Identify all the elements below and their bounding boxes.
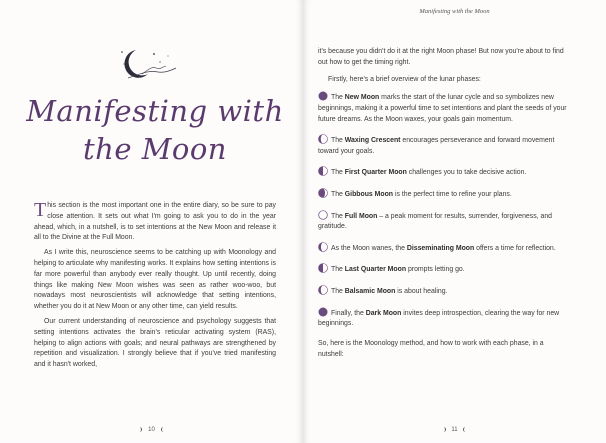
left-body [34,201,276,375]
chapter-title [20,92,290,168]
right-paragraph-3: So, here is the Moonology method, and how to work with each phase, in a nutshell: [318,339,544,358]
phase-description: is the perfect time to refine your plans. [393,190,512,198]
phase-name: Dark Moon [365,309,402,317]
lunar-phase-item [318,285,568,298]
drop-cap: T [34,199,47,221]
phase-intro: The [331,190,345,198]
phase-intro: Finally, the [331,309,366,317]
title-line-1: Manifesting with [26,94,284,128]
phase-name: New Moon [344,94,380,102]
lunar-phase-item [318,134,568,157]
full-moon-icon [318,210,328,220]
lunar-phase-item [318,210,568,233]
waxing-moon-icon [441,427,446,432]
lunar-phases-list [318,91,568,329]
last-quarter-icon [318,263,328,273]
phase-description: offers a time for reflection. [474,244,556,252]
waning-moon-icon [161,427,166,432]
phase-name: Waxing Crescent [344,137,401,145]
lunar-phase-item [318,263,568,276]
phase-name: Full Moon [344,212,378,220]
phase-name: Last Quarter Moon [344,266,407,274]
phase-description: challenges you to take decisive action. [406,169,527,177]
balsamic-moon-icon [318,285,328,295]
phase-name: First Quarter Moon [344,169,407,177]
phase-description: prompts letting go. [406,266,465,274]
waxing-moon-icon [137,427,142,432]
first-quarter-icon [318,166,328,176]
phase-description: marks the start of the lunar cycle and so symbolizes new beginnings, making it a powerful time to set intentions and plant the seeds of your future dreams. As the Moon waxes, your goals gain momentum. [318,94,567,123]
dark-moon-icon [318,307,328,317]
phase-intro: The [331,212,345,220]
left-paragraph-3: Our current understanding of neuroscience and psychology suggests that setting intentions activates the brain's reticular activating system (RAS), helping to align actions with goals; and neural pathways are strengthened by repetition and visualization. I strongly believe that if you've tried manifesting and it hasn't worked, [34,317,276,369]
phase-intro: The [331,287,345,295]
phase-intro: The [331,137,345,145]
lunar-phase-item [318,188,568,201]
gibbous-moon-icon [318,188,328,198]
lunar-phase-item [318,91,568,125]
phase-intro: The [331,169,345,177]
disseminating-moon-icon [318,242,328,252]
waning-moon-icon [463,427,468,432]
lunar-phase-item [318,166,568,179]
phase-intro: As the Moon wanes, the [331,244,407,252]
page-number-left: 10 [0,427,303,433]
phase-name: Gibbous Moon [344,190,394,198]
right-paragraph-2: Firstly, here's a brief overview of the lunar phases: [328,75,481,83]
phase-intro: The [331,94,345,102]
lunar-phase-item [318,242,568,255]
crescent-moon-logo [112,44,182,84]
right-body [318,47,568,366]
right-paragraph-1: it's because you didn't do it at the right Moon phase! But now you're about to find out how to get the timing right. [318,48,564,66]
running-header: Manifesting with the Moon [419,8,490,15]
new-moon-icon [318,91,328,101]
phase-description: – a peak moment for results, surrender, forgiveness, and gratitude. [318,212,552,231]
phase-intro: The [331,266,345,274]
left-paragraph-1: This section is the most important one in the entire diary, so be sure to pay close attention. It sets out what I'm going to ask you to do in the year ahead, which, in a nutshell, is to set intentions at the New Moon and release it all to the Divine at the Full Moon. [34,199,276,242]
phase-description: is about healing. [395,287,448,295]
page-number-right: 11 [303,427,606,433]
phase-name: Disseminating Moon [406,244,475,252]
left-paragraph-2: As I write this, neuroscience seems to be catching up with Moonology and helping to articulate why manifesting works. It explains how setting intentions is far more powerful than anybody ever really thought. Up until recently, doing things like making New Moon wishes was seen as rather woo-woo, but nowadays most neuroscientists will acknowledge that setting intentions, whether you do it at New Moon or any other time, can yield results. [34,249,276,311]
phase-description: encourages perseverance and forward movement toward your goals. [318,137,555,155]
title-line-2: the Moon [82,132,227,166]
waxing-crescent-icon [318,134,328,144]
phase-name: Balsamic Moon [344,287,396,295]
lunar-phase-item [318,307,568,330]
phase-description: invites deep introspection, clearing the way for new beginnings. [318,309,560,328]
